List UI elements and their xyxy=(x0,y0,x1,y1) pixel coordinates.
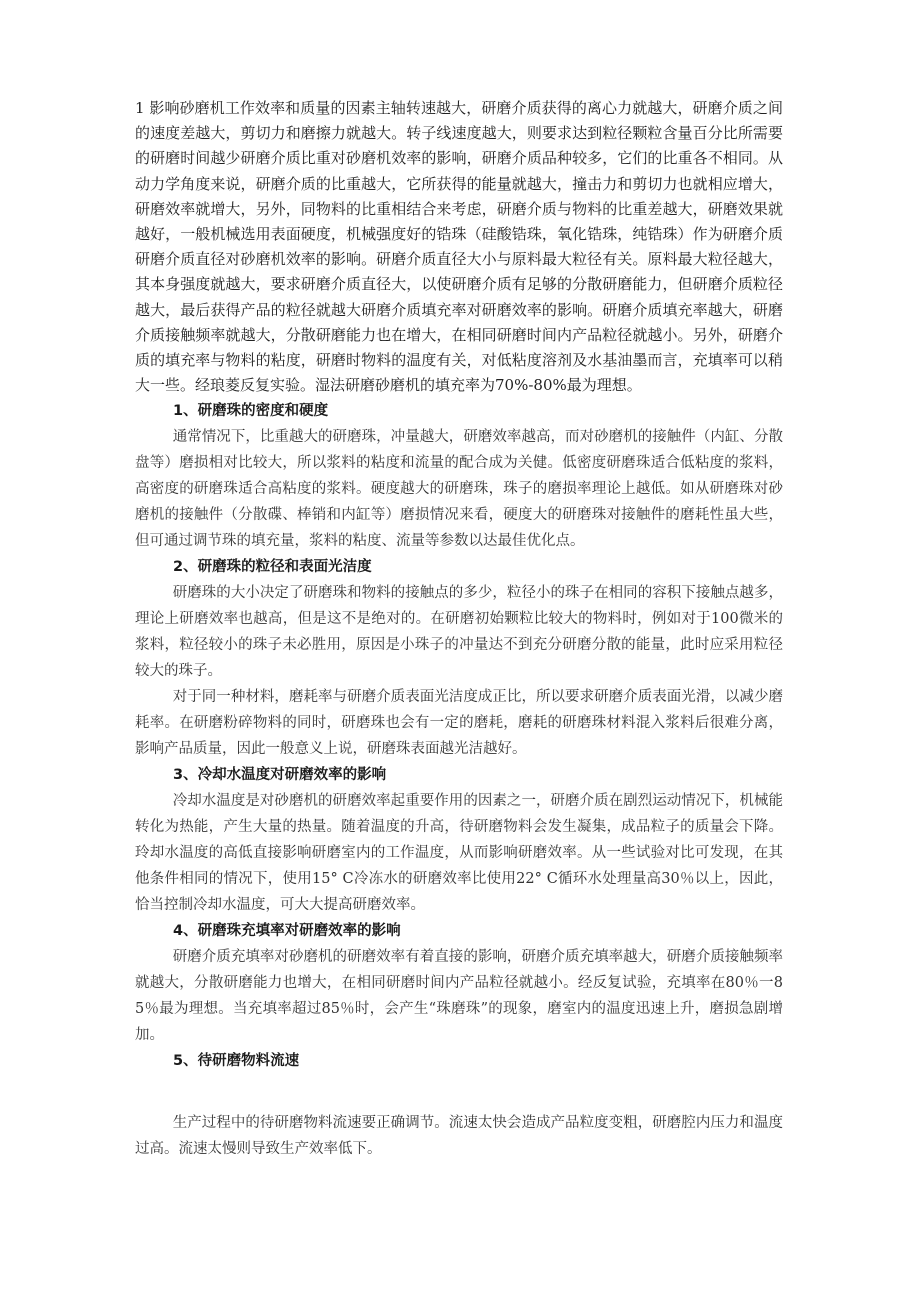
section-density-hardness xyxy=(135,398,783,554)
section-fill-rate xyxy=(135,918,783,1048)
lead-paragraph: 1 影响砂磨机工作效率和质量的因素主轴转速越大，研磨介质获得的离心力就越大，研磨介质之间的速度差越大，剪切力和磨擦力就越大。转子线速度越大，则要求达到粒径颗粒含量百分比所需要的研磨时间越少研磨介质比重对砂磨机效率的影响，研磨介质品种较多，它们的比重各不相同。从动力学角度来说，研磨介质的比重越大，它所获得的能量就越大，撞击力和剪切力也就相应增大，研磨效率就增大，另外，同物料的比重相结合来考虑，研磨介质与物料的比重差越大，研磨效果就越好，一般机械选用表面硬度，机械强度好的锆珠（硅酸锆珠，氧化锆珠，纯锆珠）作为研磨介质研磨介质直径对砂磨机效率的影响。研磨介质直径大小与原料最大粒径有关。原料最大粒径越大，其本身强度就越大，要求研磨介质直径大，以使研磨介质有足够的分散研磨能力，但研磨介质粒径越大，最后获得产品的粒径就越大研磨介质填充率对研磨效率的影响。研磨介质填充率越大，研磨介质接触频率就越大，分散研磨能力也在增大，在相同研磨时间内产品粒径就越小。另外，研磨介质的填充率与物料的粘度，研磨时物料的温度有关，对低粘度溶剂及水基油墨而言，充填率可以稍大一些。经琅菱反复实验。湿法研磨砂磨机的填充率为70%-80%最为理想。 xyxy=(135,99,783,395)
section-paragraph: 通常情况下，比重越大的研磨珠，冲量越大，研磨效率越高，而对砂磨机的接触件（内缸、分散盘等）磨损相对比较大，所以浆料的粘度和流量的配合成为关健。低密度研磨珠适合低粘度的浆料，高密度的研磨珠适合高粘度的浆料。硬度越大的研磨珠，珠子的磨损率理论上越低。如从研磨珠对砂磨机的接触件（分散碟、棒销和内缸等）磨损情况来看，硬度大的研磨珠对接触件的磨耗性虽大些，但可通过调节珠的填充量，浆料的粘度、流量等参数以达最佳优化点。 xyxy=(135,429,783,550)
section-paragraph: 对于同一种材料，磨耗率与研磨介质表面光洁度成正比，所以要求研磨介质表面光滑，以减少磨耗率。在研磨粉碎物料的同时，研磨珠也会有一定的磨耗，磨耗的研磨珠材料混入浆料后很难分离，影响产品质量，因此一般意义上说，研磨珠表面越光洁越好。 xyxy=(135,689,783,758)
section-paragraph: 冷却水温度是对砂磨机的研磨效率起重要作用的因素之一，研磨介质在剧烈运动情况下，机械能转化为热能，产生大量的热量。随着温度的升高，待研磨物料会发生凝集，成品粒子的质量会下降。玲却水温度的高低直接影响研磨室内的工作温度，从而影响研磨效率。从一些试验对比可发现，在其他条件相同的情况下，使用15° C冷冻水的研磨效率比使用22° C循环水处理量高30％以上，因此，恰当控制冷却水温度，可大大提高研磨效率。 xyxy=(135,793,783,914)
blank-spacer xyxy=(135,1074,783,1110)
section-paragraph: 生产过程中的待研磨物料流速要正确调节。流速太快会造成产品粒度变粗，研磨腔内压力和温度过高。流速太慢则导致生产效率低下。 xyxy=(135,1115,783,1158)
section-heading: 4、研磨珠充填率对研磨效率的影响 xyxy=(173,923,401,940)
section-flow-rate xyxy=(135,1048,783,1162)
section-heading: 5、待研磨物料流速 xyxy=(173,1053,300,1070)
section-heading: 1、研磨珠的密度和硬度 xyxy=(173,403,329,420)
section-paragraph: 研磨珠的大小决定了研磨珠和物料的接触点的多少，粒径小的珠子在相同的容积下接触点越多，理论上研磨效率也越高，但是这不是绝对的。在研磨初始颗粒比较大的物料时，例如对于100微米的浆料，粒径较小的珠子未必胜用，原因是小珠子的冲量达不到充分研磨分散的能量，此时应采用粒径较大的珠子。 xyxy=(135,585,783,680)
section-paragraph: 研磨介质充填率对砂磨机的研磨效率有着直接的影响，研磨介质充填率越大，研磨介质接触频率就越大，分散研磨能力也增大，在相同研磨时间内产品粒径就越小。经反复试验，充填率在80％一85％最为理想。当充填率超过85％时，会产生“珠磨珠”的现象，磨室内的温度迅速上升，磨损急剧增加。 xyxy=(135,949,783,1044)
section-cooling-water xyxy=(135,762,783,918)
document-body xyxy=(135,96,783,1162)
section-heading: 3、冷却水温度对研磨效率的影响 xyxy=(173,767,387,784)
section-particle-size-finish xyxy=(135,554,783,762)
section-heading: 2、研磨珠的粒径和表面光洁度 xyxy=(173,559,372,576)
